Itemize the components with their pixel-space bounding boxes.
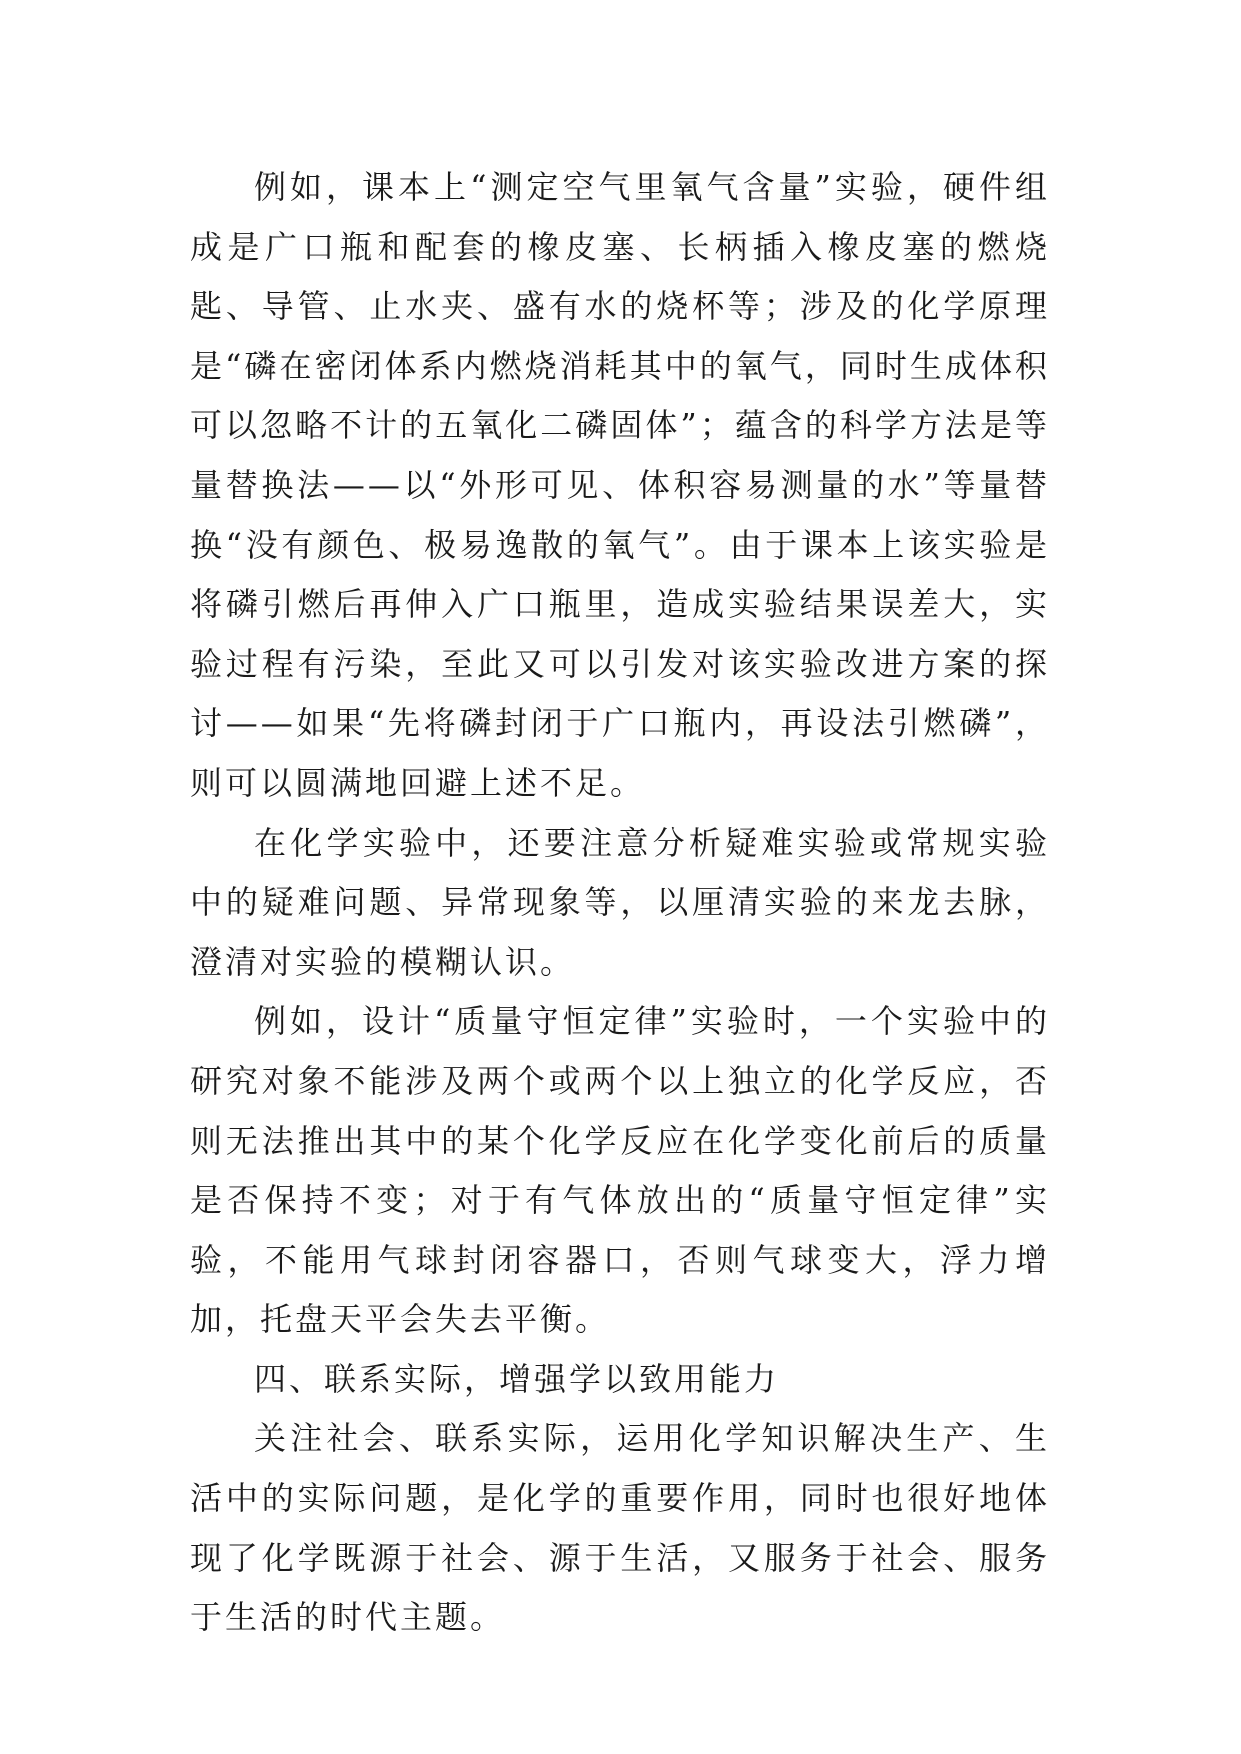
paragraph-air-oxygen-experiment: 例如，课本上“测定空气里氧气含量”实验，硬件组成是广口瓶和配套的橡皮塞、长柄插入橡皮塞的燃烧匙、导管、止水夹、盛有水的烧杯等；涉及的化学原理是“磷在密闭体系内燃烧消耗其中的氧气，同时生成体积可以忽略不计的五氧化二磷固体”；蕴含的科学方法是等量替换法——以“外形可见、体积容易测量的水”等量替换“没有颜色、极易逸散的氧气”。由于课本上该实验是将磷引燃后再伸入广口瓶里，造成实验结果误差大，实验过程有污染，至此又可以引发对该实验改进方案的探讨——如果“先将磷封闭于广口瓶内，再设法引燃磷”，则可以圆满地回避上述不足。 bbox=[190, 168, 1050, 802]
paragraph-mass-conservation: 例如，设计“质量守恒定律”实验时，一个实验中的研究对象不能涉及两个或两个以上独立的化学反应，否则无法推出其中的某个化学反应在化学变化前后的质量是否保持不变；对于有气体放出的“质量守恒定律”实验，不能用气球封闭容器口，否则气球变大，浮力增加，托盘天平会失去平衡。 bbox=[190, 1002, 1050, 1339]
paragraph-practical-application: 关注社会、联系实际，运用化学知识解决生产、生活中的实际问题，是化学的重要作用，同时也很好地体现了化学既源于社会、源于生活，又服务于社会、服务于生活的时代主题。 bbox=[190, 1419, 1050, 1637]
paragraph-difficult-experiments: 在化学实验中，还要注意分析疑难实验或常规实验中的疑难问题、异常现象等，以厘清实验的来龙去脉，澄清对实验的模糊认识。 bbox=[190, 823, 1050, 981]
document-body bbox=[190, 158, 1050, 1648]
section-heading: 四、联系实际，增强学以致用能力 bbox=[254, 1359, 780, 1398]
